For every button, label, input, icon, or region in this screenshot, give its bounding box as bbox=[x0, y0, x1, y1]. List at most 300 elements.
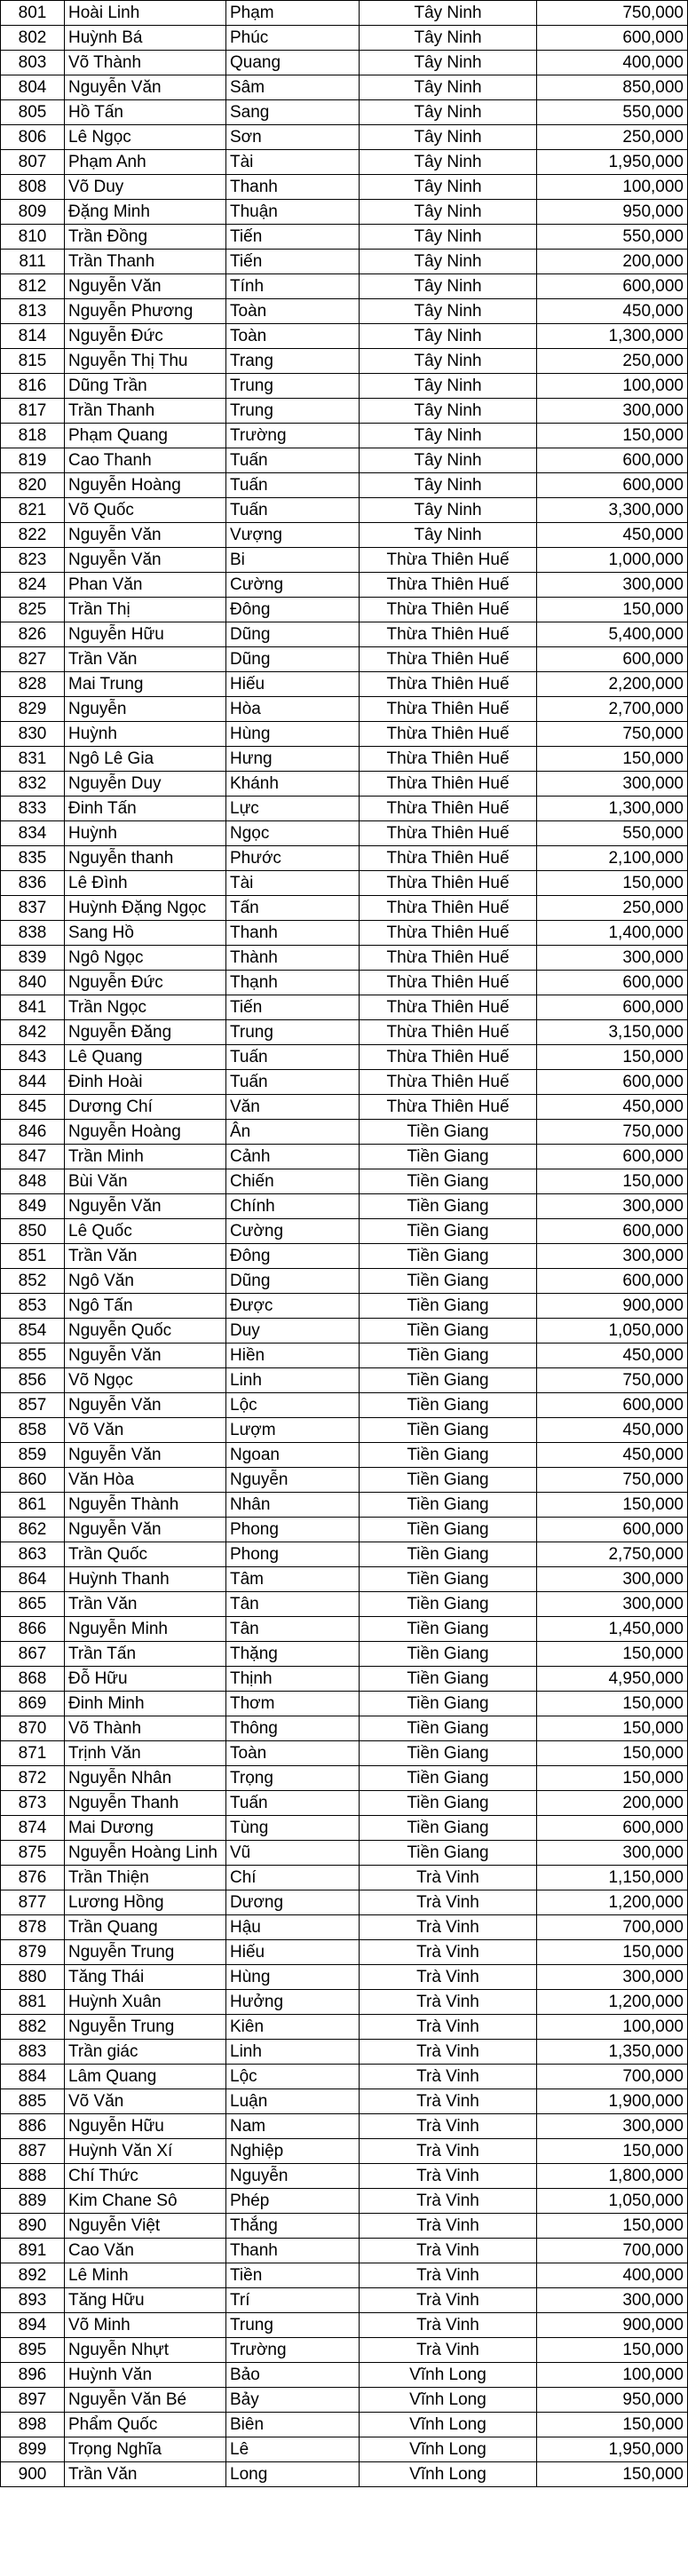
family-name-cell: Nguyễn Duy bbox=[65, 772, 226, 797]
family-name-cell: Nguyễn Nhựt bbox=[65, 2338, 226, 2363]
amount-cell: 150,000 bbox=[537, 1493, 688, 1518]
row-number-cell: 828 bbox=[1, 672, 65, 697]
given-name-cell: Lượm bbox=[226, 1418, 360, 1443]
family-name-cell: Đinh Tấn bbox=[65, 797, 226, 821]
given-name-cell: Toàn bbox=[226, 324, 360, 349]
row-number-cell: 858 bbox=[1, 1418, 65, 1443]
given-name-cell: Tấn bbox=[226, 896, 360, 921]
amount-cell: 100,000 bbox=[537, 2015, 688, 2040]
row-number-cell: 880 bbox=[1, 1965, 65, 1990]
given-name-cell: Bảy bbox=[226, 2388, 360, 2413]
province-cell: Tiền Giang bbox=[360, 1120, 537, 1145]
amount-cell: 2,200,000 bbox=[537, 672, 688, 697]
row-number-cell: 885 bbox=[1, 2089, 65, 2114]
family-name-cell: Dũng Trần bbox=[65, 374, 226, 399]
family-name-cell: Võ Quốc bbox=[65, 498, 226, 523]
table-row bbox=[1, 1294, 688, 1319]
row-number-cell: 879 bbox=[1, 1940, 65, 1965]
family-name-cell: Nguyễn bbox=[65, 697, 226, 722]
province-cell: Tiền Giang bbox=[360, 1791, 537, 1816]
given-name-cell: Tuấn bbox=[226, 1045, 360, 1070]
family-name-cell: Tăng Hữu bbox=[65, 2288, 226, 2313]
table-row bbox=[1, 473, 688, 498]
row-number-cell: 883 bbox=[1, 2040, 65, 2065]
table-row bbox=[1, 1219, 688, 1244]
family-name-cell: Huỳnh bbox=[65, 821, 226, 846]
row-number-cell: 825 bbox=[1, 598, 65, 622]
row-number-cell: 857 bbox=[1, 1393, 65, 1418]
province-cell: Trà Vinh bbox=[360, 2239, 537, 2263]
family-name-cell: Nguyễn Đức bbox=[65, 324, 226, 349]
table-row bbox=[1, 1567, 688, 1592]
table-row bbox=[1, 2413, 688, 2437]
family-name-cell: Lê Quang bbox=[65, 1045, 226, 1070]
table-row bbox=[1, 2164, 688, 2189]
table-row bbox=[1, 225, 688, 250]
amount-cell: 150,000 bbox=[537, 2214, 688, 2239]
table-row bbox=[1, 2462, 688, 2487]
row-number-cell: 874 bbox=[1, 1816, 65, 1841]
province-cell: Tiền Giang bbox=[360, 1741, 537, 1766]
province-cell: Tiền Giang bbox=[360, 1841, 537, 1866]
province-cell: Tiền Giang bbox=[360, 1493, 537, 1518]
province-cell: Tây Ninh bbox=[360, 51, 537, 75]
amount-cell: 450,000 bbox=[537, 523, 688, 548]
amount-cell: 450,000 bbox=[537, 1443, 688, 1468]
row-number-cell: 839 bbox=[1, 946, 65, 971]
row-number-cell: 814 bbox=[1, 324, 65, 349]
given-name-cell: Trung bbox=[226, 399, 360, 424]
province-cell: Thừa Thiên Huế bbox=[360, 797, 537, 821]
row-number-cell: 844 bbox=[1, 1070, 65, 1095]
amount-cell: 600,000 bbox=[537, 1518, 688, 1542]
province-cell: Thừa Thiên Huế bbox=[360, 548, 537, 573]
table-row bbox=[1, 1841, 688, 1866]
row-number-cell: 831 bbox=[1, 747, 65, 772]
given-name-cell: Nghiệp bbox=[226, 2139, 360, 2164]
family-name-cell: Trần Văn bbox=[65, 647, 226, 672]
province-cell: Trà Vinh bbox=[360, 2015, 537, 2040]
table-row bbox=[1, 150, 688, 175]
amount-cell: 3,150,000 bbox=[537, 1020, 688, 1045]
table-row bbox=[1, 1692, 688, 1716]
table-row bbox=[1, 971, 688, 995]
family-name-cell: Đỗ Hữu bbox=[65, 1667, 226, 1692]
amount-cell: 950,000 bbox=[537, 2388, 688, 2413]
family-name-cell: Nguyễn Văn bbox=[65, 274, 226, 299]
province-cell: Tiền Giang bbox=[360, 1542, 537, 1567]
given-name-cell: Luận bbox=[226, 2089, 360, 2114]
row-number-cell: 889 bbox=[1, 2189, 65, 2214]
province-cell: Thừa Thiên Huế bbox=[360, 772, 537, 797]
given-name-cell: Thơm bbox=[226, 1692, 360, 1716]
province-cell: Tây Ninh bbox=[360, 399, 537, 424]
row-number-cell: 860 bbox=[1, 1468, 65, 1493]
family-name-cell: Lâm Quang bbox=[65, 2065, 226, 2089]
amount-cell: 250,000 bbox=[537, 349, 688, 374]
row-number-cell: 888 bbox=[1, 2164, 65, 2189]
row-number-cell: 801 bbox=[1, 1, 65, 26]
given-name-cell: Ân bbox=[226, 1120, 360, 1145]
province-cell: Thừa Thiên Huế bbox=[360, 672, 537, 697]
family-name-cell: Võ Minh bbox=[65, 2313, 226, 2338]
family-name-cell: Chí Thức bbox=[65, 2164, 226, 2189]
province-cell: Thừa Thiên Huế bbox=[360, 896, 537, 921]
table-row bbox=[1, 946, 688, 971]
province-cell: Thừa Thiên Huế bbox=[360, 598, 537, 622]
table-row bbox=[1, 448, 688, 473]
given-name-cell: Biên bbox=[226, 2413, 360, 2437]
given-name-cell: Được bbox=[226, 1294, 360, 1319]
amount-cell: 600,000 bbox=[537, 274, 688, 299]
province-cell: Thừa Thiên Huế bbox=[360, 647, 537, 672]
family-name-cell: Mai Dương bbox=[65, 1816, 226, 1841]
family-name-cell: Nguyễn thanh bbox=[65, 846, 226, 871]
row-number-cell: 851 bbox=[1, 1244, 65, 1269]
row-number-cell: 868 bbox=[1, 1667, 65, 1692]
province-cell: Tây Ninh bbox=[360, 523, 537, 548]
given-name-cell: Hiếu bbox=[226, 672, 360, 697]
province-cell: Trà Vinh bbox=[360, 1965, 537, 1990]
family-name-cell: Nguyễn Thanh bbox=[65, 1791, 226, 1816]
family-name-cell: Trọng Nghĩa bbox=[65, 2437, 226, 2462]
family-name-cell: Nguyễn Thị Thu bbox=[65, 349, 226, 374]
amount-cell: 850,000 bbox=[537, 75, 688, 100]
given-name-cell: Chiến bbox=[226, 1169, 360, 1194]
given-name-cell: Linh bbox=[226, 1368, 360, 1393]
table-row bbox=[1, 1791, 688, 1816]
amount-cell: 600,000 bbox=[537, 1816, 688, 1841]
row-number-cell: 848 bbox=[1, 1169, 65, 1194]
province-cell: Thừa Thiên Huế bbox=[360, 697, 537, 722]
province-cell: Tây Ninh bbox=[360, 200, 537, 225]
family-name-cell: Nguyễn Văn Bé bbox=[65, 2388, 226, 2413]
family-name-cell: Nguyễn Minh bbox=[65, 1617, 226, 1642]
family-name-cell: Ngô Lê Gia bbox=[65, 747, 226, 772]
amount-cell: 300,000 bbox=[537, 772, 688, 797]
family-name-cell: Đinh Minh bbox=[65, 1692, 226, 1716]
amount-cell: 300,000 bbox=[537, 2114, 688, 2139]
province-cell: Tây Ninh bbox=[360, 448, 537, 473]
table-row bbox=[1, 573, 688, 598]
table-row bbox=[1, 1990, 688, 2015]
family-name-cell: Ngô Tấn bbox=[65, 1294, 226, 1319]
amount-cell: 150,000 bbox=[537, 747, 688, 772]
given-name-cell: Toàn bbox=[226, 299, 360, 324]
amount-cell: 900,000 bbox=[537, 2313, 688, 2338]
given-name-cell: Cường bbox=[226, 573, 360, 598]
province-cell: Tiền Giang bbox=[360, 1518, 537, 1542]
given-name-cell: Phép bbox=[226, 2189, 360, 2214]
amount-cell: 1,200,000 bbox=[537, 1990, 688, 2015]
row-number-cell: 807 bbox=[1, 150, 65, 175]
amount-cell: 1,050,000 bbox=[537, 2189, 688, 2214]
amount-cell: 300,000 bbox=[537, 2288, 688, 2313]
family-name-cell: Đinh Hoài bbox=[65, 1070, 226, 1095]
row-number-cell: 876 bbox=[1, 1866, 65, 1890]
given-name-cell: Trọng bbox=[226, 1766, 360, 1791]
amount-cell: 150,000 bbox=[537, 1045, 688, 1070]
row-number-cell: 853 bbox=[1, 1294, 65, 1319]
given-name-cell: Tân bbox=[226, 1617, 360, 1642]
family-name-cell: Trần Tấn bbox=[65, 1642, 226, 1667]
given-name-cell: Đông bbox=[226, 1244, 360, 1269]
given-name-cell: Thặng bbox=[226, 1642, 360, 1667]
table-row bbox=[1, 1468, 688, 1493]
table-row bbox=[1, 2239, 688, 2263]
province-cell: Vĩnh Long bbox=[360, 2388, 537, 2413]
family-name-cell: Ngô Ngọc bbox=[65, 946, 226, 971]
province-cell: Vĩnh Long bbox=[360, 2437, 537, 2462]
amount-cell: 4,950,000 bbox=[537, 1667, 688, 1692]
table-row bbox=[1, 2114, 688, 2139]
table-row bbox=[1, 647, 688, 672]
amount-cell: 700,000 bbox=[537, 2239, 688, 2263]
given-name-cell: Hưởng bbox=[226, 1990, 360, 2015]
amount-cell: 600,000 bbox=[537, 26, 688, 51]
table-row bbox=[1, 2263, 688, 2288]
amount-cell: 2,700,000 bbox=[537, 697, 688, 722]
table-row bbox=[1, 1940, 688, 1965]
row-number-cell: 834 bbox=[1, 821, 65, 846]
row-number-cell: 813 bbox=[1, 299, 65, 324]
table-row bbox=[1, 747, 688, 772]
table-row bbox=[1, 1145, 688, 1169]
amount-cell: 150,000 bbox=[537, 2413, 688, 2437]
family-name-cell: Cao Văn bbox=[65, 2239, 226, 2263]
province-cell: Tiền Giang bbox=[360, 1368, 537, 1393]
province-cell: Tây Ninh bbox=[360, 26, 537, 51]
given-name-cell: Dũng bbox=[226, 1269, 360, 1294]
given-name-cell: Thắng bbox=[226, 2214, 360, 2239]
province-cell: Tây Ninh bbox=[360, 175, 537, 200]
amount-cell: 150,000 bbox=[537, 1642, 688, 1667]
family-name-cell: Mai Trung bbox=[65, 672, 226, 697]
table-row bbox=[1, 1343, 688, 1368]
table-row bbox=[1, 896, 688, 921]
given-name-cell: Tiến bbox=[226, 995, 360, 1020]
province-cell: Tây Ninh bbox=[360, 1, 537, 26]
given-name-cell: Chí bbox=[226, 1866, 360, 1890]
given-name-cell: Dương bbox=[226, 1890, 360, 1915]
given-name-cell: Sâm bbox=[226, 75, 360, 100]
table-row bbox=[1, 175, 688, 200]
family-name-cell: Huỳnh bbox=[65, 722, 226, 747]
table-row bbox=[1, 2214, 688, 2239]
given-name-cell: Bảo bbox=[226, 2363, 360, 2388]
family-name-cell: Bùi Văn bbox=[65, 1169, 226, 1194]
amount-cell: 1,800,000 bbox=[537, 2164, 688, 2189]
row-number-cell: 869 bbox=[1, 1692, 65, 1716]
province-cell: Tiền Giang bbox=[360, 1766, 537, 1791]
family-name-cell: Nguyễn Hữu bbox=[65, 622, 226, 647]
row-number-cell: 891 bbox=[1, 2239, 65, 2263]
family-name-cell: Nguyễn Văn bbox=[65, 1443, 226, 1468]
family-name-cell: Huỳnh Bá bbox=[65, 26, 226, 51]
given-name-cell: Lê bbox=[226, 2437, 360, 2462]
row-number-cell: 817 bbox=[1, 399, 65, 424]
amount-cell: 150,000 bbox=[537, 1940, 688, 1965]
given-name-cell: Chính bbox=[226, 1194, 360, 1219]
province-cell: Tây Ninh bbox=[360, 299, 537, 324]
province-cell: Trà Vinh bbox=[360, 2338, 537, 2363]
amount-cell: 150,000 bbox=[537, 1169, 688, 1194]
family-name-cell: Trần Văn bbox=[65, 2462, 226, 2487]
row-number-cell: 895 bbox=[1, 2338, 65, 2363]
row-number-cell: 838 bbox=[1, 921, 65, 946]
amount-cell: 100,000 bbox=[537, 2363, 688, 2388]
row-number-cell: 805 bbox=[1, 100, 65, 125]
family-name-cell: Võ Thành bbox=[65, 51, 226, 75]
given-name-cell: Phước bbox=[226, 846, 360, 871]
table-row bbox=[1, 2040, 688, 2065]
amount-cell: 300,000 bbox=[537, 573, 688, 598]
family-name-cell: Dương Chí bbox=[65, 1095, 226, 1120]
province-cell: Tiền Giang bbox=[360, 1219, 537, 1244]
given-name-cell: Long bbox=[226, 2462, 360, 2487]
given-name-cell: Tiến bbox=[226, 225, 360, 250]
amount-cell: 300,000 bbox=[537, 1244, 688, 1269]
given-name-cell: Lộc bbox=[226, 2065, 360, 2089]
given-name-cell: Thuận bbox=[226, 200, 360, 225]
amount-cell: 150,000 bbox=[537, 2139, 688, 2164]
family-name-cell: Võ Thành bbox=[65, 1716, 226, 1741]
province-cell: Tiền Giang bbox=[360, 1393, 537, 1418]
table-row bbox=[1, 2139, 688, 2164]
table-row bbox=[1, 1766, 688, 1791]
province-cell: Thừa Thiên Huế bbox=[360, 946, 537, 971]
amount-cell: 1,000,000 bbox=[537, 548, 688, 573]
province-cell: Tây Ninh bbox=[360, 424, 537, 448]
row-number-cell: 843 bbox=[1, 1045, 65, 1070]
given-name-cell: Hùng bbox=[226, 1965, 360, 1990]
row-number-cell: 841 bbox=[1, 995, 65, 1020]
family-name-cell: Sang Hồ bbox=[65, 921, 226, 946]
table-row bbox=[1, 1269, 688, 1294]
family-name-cell: Trần Quốc bbox=[65, 1542, 226, 1567]
table-row bbox=[1, 1393, 688, 1418]
amount-cell: 750,000 bbox=[537, 1120, 688, 1145]
row-number-cell: 852 bbox=[1, 1269, 65, 1294]
row-number-cell: 836 bbox=[1, 871, 65, 896]
amount-cell: 150,000 bbox=[537, 871, 688, 896]
table-row bbox=[1, 523, 688, 548]
amount-cell: 700,000 bbox=[537, 1915, 688, 1940]
amount-cell: 900,000 bbox=[537, 1294, 688, 1319]
row-number-cell: 840 bbox=[1, 971, 65, 995]
given-name-cell: Tuấn bbox=[226, 498, 360, 523]
family-name-cell: Trần Thiện bbox=[65, 1866, 226, 1890]
given-name-cell: Dũng bbox=[226, 622, 360, 647]
row-number-cell: 894 bbox=[1, 2313, 65, 2338]
row-number-cell: 877 bbox=[1, 1890, 65, 1915]
row-number-cell: 815 bbox=[1, 349, 65, 374]
amount-cell: 450,000 bbox=[537, 1095, 688, 1120]
amount-cell: 400,000 bbox=[537, 51, 688, 75]
amount-cell: 100,000 bbox=[537, 374, 688, 399]
table-row bbox=[1, 498, 688, 523]
table-row bbox=[1, 2313, 688, 2338]
family-name-cell: Võ Văn bbox=[65, 1418, 226, 1443]
province-cell: Vĩnh Long bbox=[360, 2363, 537, 2388]
row-number-cell: 810 bbox=[1, 225, 65, 250]
family-name-cell: Trần Quang bbox=[65, 1915, 226, 1940]
table-row bbox=[1, 1965, 688, 1990]
row-number-cell: 900 bbox=[1, 2462, 65, 2487]
province-cell: Thừa Thiên Huế bbox=[360, 1095, 537, 1120]
row-number-cell: 827 bbox=[1, 647, 65, 672]
given-name-cell: Phạm bbox=[226, 1, 360, 26]
province-cell: Tây Ninh bbox=[360, 374, 537, 399]
amount-cell: 300,000 bbox=[537, 1965, 688, 1990]
amount-cell: 1,150,000 bbox=[537, 1866, 688, 1890]
family-name-cell: Nguyễn Thành bbox=[65, 1493, 226, 1518]
row-number-cell: 887 bbox=[1, 2139, 65, 2164]
donor-table-body bbox=[1, 1, 688, 2487]
table-row bbox=[1, 2338, 688, 2363]
given-name-cell: Hùng bbox=[226, 722, 360, 747]
province-cell: Tiền Giang bbox=[360, 1716, 537, 1741]
amount-cell: 250,000 bbox=[537, 896, 688, 921]
given-name-cell: Nam bbox=[226, 2114, 360, 2139]
province-cell: Trà Vinh bbox=[360, 1866, 537, 1890]
amount-cell: 600,000 bbox=[537, 647, 688, 672]
given-name-cell: Phong bbox=[226, 1542, 360, 1567]
row-number-cell: 856 bbox=[1, 1368, 65, 1393]
table-row bbox=[1, 250, 688, 274]
table-row bbox=[1, 274, 688, 299]
amount-cell: 150,000 bbox=[537, 424, 688, 448]
family-name-cell: Nguyễn Văn bbox=[65, 523, 226, 548]
given-name-cell: Hiền bbox=[226, 1343, 360, 1368]
table-row bbox=[1, 1642, 688, 1667]
given-name-cell: Toàn bbox=[226, 1741, 360, 1766]
row-number-cell: 882 bbox=[1, 2015, 65, 2040]
family-name-cell: Nguyễn Văn bbox=[65, 548, 226, 573]
province-cell: Trà Vinh bbox=[360, 2189, 537, 2214]
given-name-cell: Lực bbox=[226, 797, 360, 821]
family-name-cell: Huỳnh Thanh bbox=[65, 1567, 226, 1592]
row-number-cell: 835 bbox=[1, 846, 65, 871]
province-cell: Tiền Giang bbox=[360, 1816, 537, 1841]
given-name-cell: Thạnh bbox=[226, 971, 360, 995]
province-cell: Trà Vinh bbox=[360, 2065, 537, 2089]
amount-cell: 600,000 bbox=[537, 995, 688, 1020]
row-number-cell: 804 bbox=[1, 75, 65, 100]
given-name-cell: Trung bbox=[226, 374, 360, 399]
amount-cell: 1,900,000 bbox=[537, 2089, 688, 2114]
table-row bbox=[1, 2363, 688, 2388]
province-cell: Thừa Thiên Huế bbox=[360, 846, 537, 871]
table-row bbox=[1, 374, 688, 399]
amount-cell: 450,000 bbox=[537, 299, 688, 324]
family-name-cell: Trần Đồng bbox=[65, 225, 226, 250]
given-name-cell: Kiên bbox=[226, 2015, 360, 2040]
amount-cell: 150,000 bbox=[537, 2462, 688, 2487]
province-cell: Tiền Giang bbox=[360, 1617, 537, 1642]
table-row bbox=[1, 722, 688, 747]
row-number-cell: 847 bbox=[1, 1145, 65, 1169]
province-cell: Tiền Giang bbox=[360, 1269, 537, 1294]
family-name-cell: Huỳnh Đặng Ngọc bbox=[65, 896, 226, 921]
table-row bbox=[1, 1319, 688, 1343]
family-name-cell: Nguyễn Văn bbox=[65, 1518, 226, 1542]
province-cell: Tiền Giang bbox=[360, 1343, 537, 1368]
table-row bbox=[1, 349, 688, 374]
family-name-cell: Phạm Anh bbox=[65, 150, 226, 175]
table-row bbox=[1, 100, 688, 125]
given-name-cell: Tính bbox=[226, 274, 360, 299]
